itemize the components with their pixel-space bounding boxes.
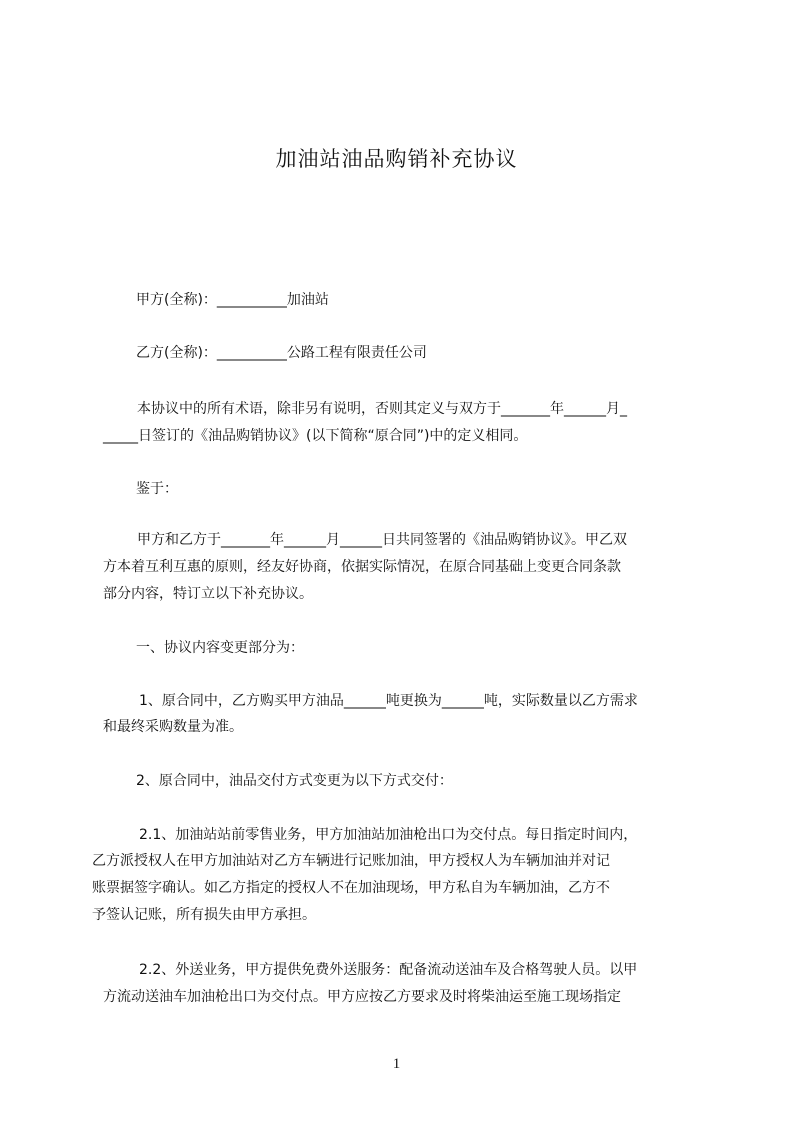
clause-2-1-line-3: 账票据签字确认。如乙方指定的授权人不在加油现场，甲方私自为车辆加油，乙方不	[92, 880, 610, 896]
whereas-paragraph-line-1: 甲方和乙方于_______年______月______日共同签署的《油品购销协议》。甲乙双	[137, 532, 627, 548]
clause-2-2-line-2: 方流动送油车加油枪出口为交付点。甲方应按乙方要求及时将柴油运至施工现场指定	[103, 989, 621, 1005]
whereas-paragraph-line-2: 方本着互利互惠的原则，经友好协商，依据实际情况，在原合同基础上变更合同条款	[103, 559, 621, 575]
page-number: 1	[392, 1056, 401, 1072]
clause-2-line: 2、原合同中，油品交付方式变更为以下方式交付：	[136, 773, 453, 789]
clause-2-1-line-4: 予签认记账，所有损失由甲方承担。	[92, 907, 316, 923]
clause-2-1-line-2: 乙方派授权人在甲方加油站对乙方车辆进行记账加油，甲方授权人为车辆加油并对记	[92, 853, 610, 869]
whereas-paragraph-line-3: 部分内容，特订立以下补充协议。	[103, 586, 313, 602]
terms-paragraph-line-2: _____日签订的《油品购销协议》(以下简称“原合同”)中的定义相同。	[103, 428, 528, 444]
clause-2-1-line-1: 2.1、加油站站前零售业务，甲方加油站加油枪出口为交付点。每日指定时间内，	[139, 827, 638, 843]
whereas-label: 鉴于：	[136, 481, 178, 497]
section-1-heading: 一、协议内容变更部分为：	[136, 640, 304, 656]
clause-2-2-line-1: 2.2、外送业务，甲方提供免费外送服务：配备流动送油车及合格驾驶人员。以甲	[139, 962, 638, 978]
party-a-line: 甲方(全称)：__________加油站	[136, 292, 329, 308]
clause-1-line-1: 1、原合同中，乙方购买甲方油品______吨更换为______吨，实际数量以乙方需求	[139, 693, 638, 709]
terms-paragraph-line-1: 本协议中的所有术语，除非另有说明，否则其定义与双方于_______年______月_	[137, 401, 627, 417]
party-b-line: 乙方(全称)：__________公路工程有限责任公司	[136, 345, 427, 361]
clause-1-line-2: 和最终采购数量为准。	[103, 719, 243, 735]
document-title: 加油站油品购销补充协议	[275, 147, 518, 171]
